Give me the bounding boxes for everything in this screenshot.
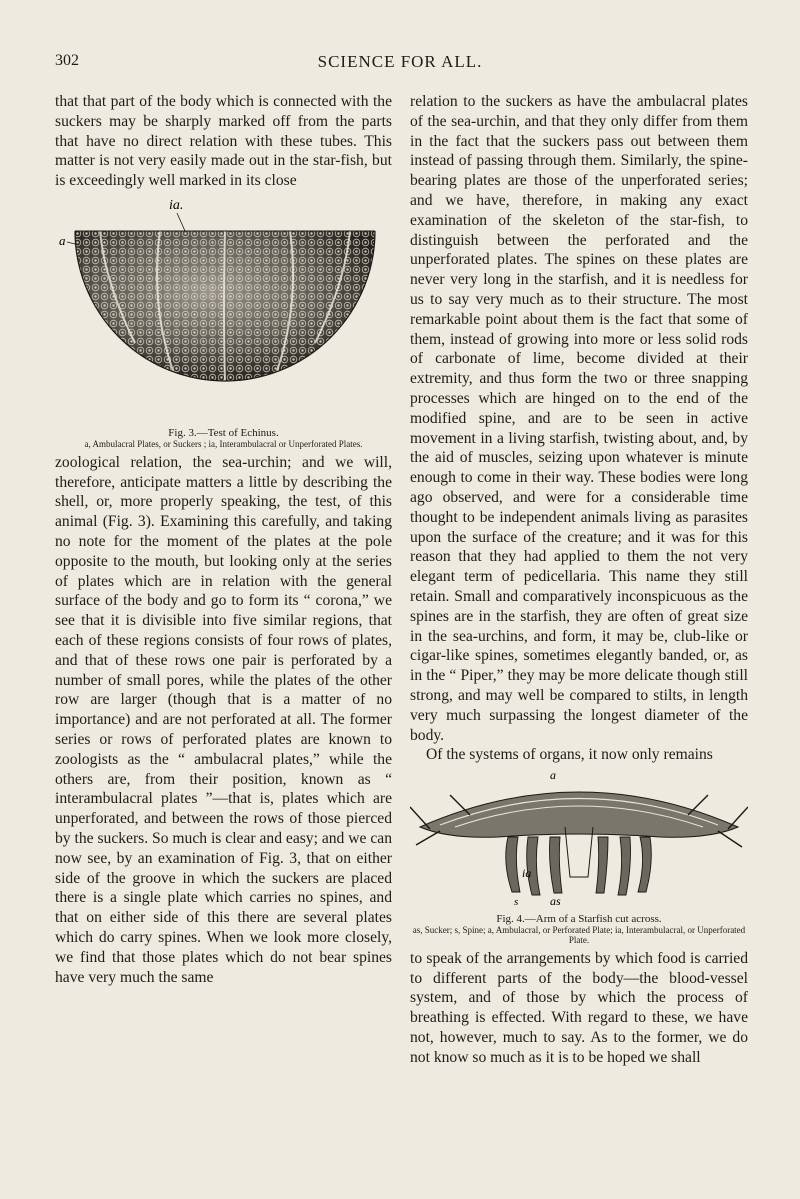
right-paragraph-2: Of the systems of organs, it now only remains [426,746,713,764]
figure-4-label-as: as [550,894,561,908]
figure-3-caption: Fig. 3.—Test of Echinus. [168,426,279,439]
page-number: 302 [55,52,79,69]
echinus-test-illustration [55,193,392,421]
figure-3-legend: a, Ambulacral Plates, or Suckers ; ia, Interambulacral or Unperforated Plates. [84,438,363,449]
figure-4-legend: as, Sucker; s, Spine; a, Ambulacral, or Perforated Plate; ia, Interambulacral, or Unperforated Plate. [412,924,746,945]
left-column [55,92,392,987]
figure-3 [55,193,392,449]
figure-3-label-ia: ia. [169,197,184,213]
page-header [0,52,800,76]
figure-3-label-a: a [59,232,66,248]
left-paragraph-1: that that part of the body which is connected with the suckers may be sharply marked off from the parts that have no direct relation with these tubes. This matter is not very easily made out in the star-fish, but is exceedingly well marked in its close [55,93,392,190]
left-paragraph-2: zoological relation, the sea-urchin; and we will, therefore, anticipate matters a little by describing the shell, or, more properly speaking, the test, of this animal (Fig. 3). Examining this carefully, and taking no note for the moment of the plates at the pole opposite to the mouth, but looking only at the series of plates which are in relation with the general surface of the body and go to form its “ corona,” we see that it is divisible into five similar regions, that each of these regions consists of four rows of plates, and that of these rows one pair is perforated by a number of small pores, while the plates of the other row are larger (though that is a matter of no importance) and are not perforated at all. The former series or rows of perforated plates are known to zoologists as the “ ambulacral plates,” while the others are, from their position, known as “ interambulacral plates ”—that is, plates which are unperforated, and between the rows of those pierced by the suckers. So much is clear and easy; and we can now see, by an examination of Fig. 3, that on either side of the groove in which the suckers are placed there is a single plate which carries no spines, and that on either side of this there are several plates which do carry spines. When we look more closely, we find that those plates which do not bear spines have very much the same [55,453,392,986]
right-column [410,92,748,1068]
right-paragraph-1: relation to the suckers as have the ambulacral plates of the sea-urchin, and that they only differ from them in the fact that the suckers pass out between them instead of passing through them. Similarly, the spine-bearing plates are those of the unperforated series; and we have, therefore, in making any exact examination of the skeleton of the star-fish, to distinguish between the perforated and the unperforated plates. The spines on these plates are never very long in the starfish, and it is needless for us to say very much as to their structure. The most remarkable point about them is the fact that some of them, instead of growing into more or less solid rods of carbonate of lime, become divided at their extremity, and thus form the two or three snapping processes which are hinged on to the end of the modified spine, and are to be seen in active movement in a living starfish, twisting about, and, by the aid of muscles, seizing upon whatever is minute enough to come in their way. These bodies were long ago observed, and were for a considerable time thought to be independent animals living as parasites upon the surface of the creature; and it was for this reason that they had applied to them the not very elegant term of pedicellaria. This name they still retain. Small and comparatively inconspicuous as the spines are in the starfish, they are often of great size in the sea-urchins, and form, it may be, club-like or cigar-like spines, sometimes elegantly banded, or, as in the “ Piper,” they may be more delicate though still strong, and may well be compared to stilts, in length very much surpassing the longest diameter of the body. [410,93,748,744]
figure-4-label-ia: ia [522,866,532,881]
figure-4-caption: Fig. 4.—Arm of a Starfish cut across. [496,912,662,925]
right-paragraph-3: to speak of the arrangements by which food is carried to different parts of the body—the blood-vessel system, and of those by which the process of breathing is effected. With regard to these, we have not, however, much to say. As to the former, we do not know so much as it is to be hoped we shall [410,949,748,1066]
figure-4-label-a: a [550,768,556,783]
starfish-arm-illustration [410,767,748,907]
running-title: SCIENCE FOR ALL. [317,52,483,71]
figure-4-label-s: s [514,896,519,908]
figure-4 [410,767,748,945]
